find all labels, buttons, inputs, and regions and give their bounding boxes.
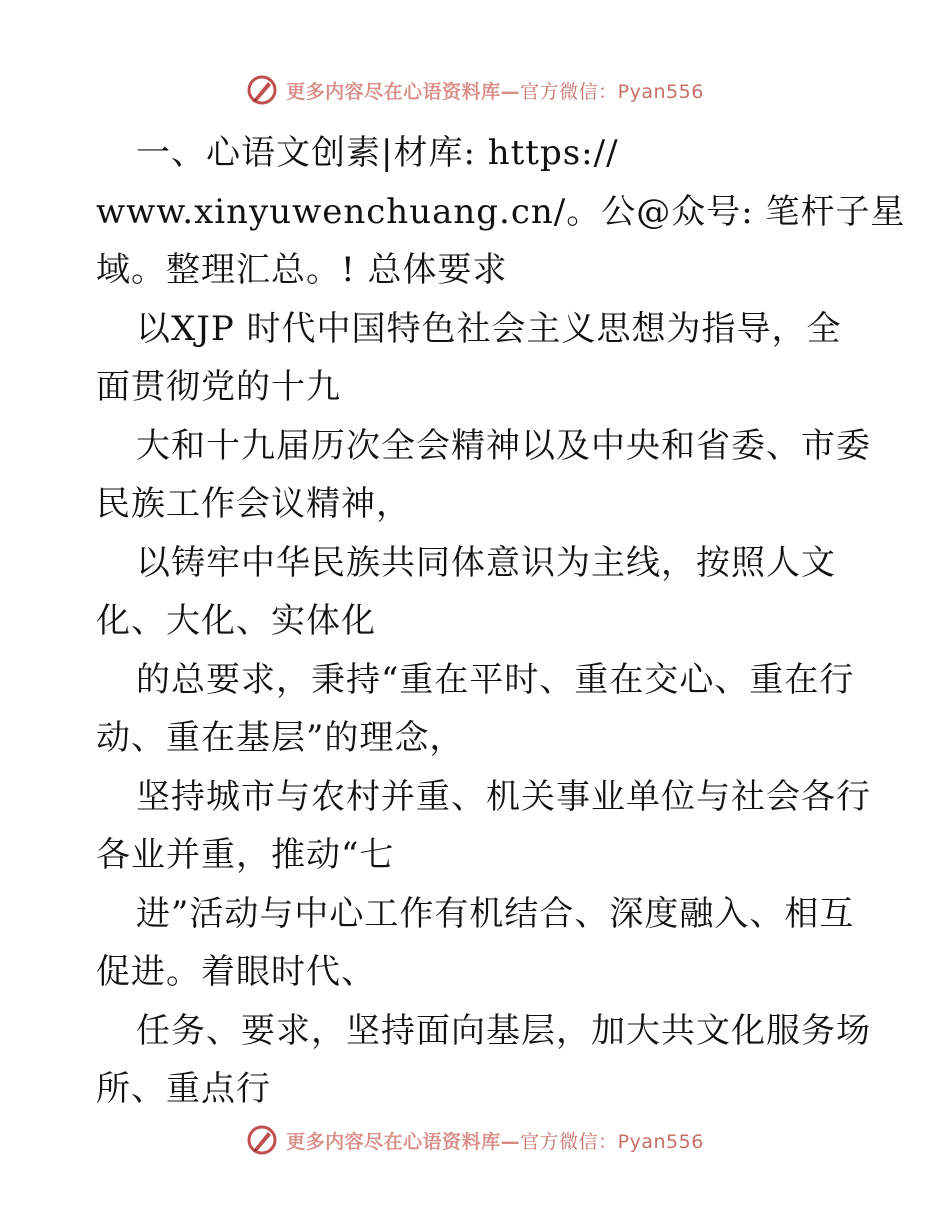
quill-pen-logo-icon <box>246 74 278 106</box>
text-line: www.xinyuwenchuang.cn/。公@众号: 笔杆子星 <box>96 191 906 232</box>
quill-pen-logo-icon <box>246 1124 278 1156</box>
document-body <box>96 124 906 1119</box>
text-line: 动、重在基层”的理念， <box>96 718 465 758</box>
text-line: 一、心语文创素|材库: https:// <box>136 133 619 173</box>
text-line: 大和十九届历次全会精神以及中央和省委、市委 <box>136 425 871 466</box>
text-line: 任务、要求，坚持面向基层，加大共文化服务场 <box>136 1010 871 1051</box>
text-line: 面贯彻党的十九 <box>96 367 341 407</box>
footer-watermark-banner <box>0 1120 950 1160</box>
text-line: 域。整理汇总。! 总体要求 <box>96 250 508 290</box>
watermark-text: 更多内容尽在心语资料库—官方微信：Pyan556 <box>286 80 704 103</box>
header-watermark-banner <box>0 70 950 110</box>
text-line: 各业并重，推动“七 <box>96 835 395 875</box>
text-line: 民族工作会议精神， <box>96 484 411 524</box>
watermark-text: 更多内容尽在心语资料库—官方微信：Pyan556 <box>286 1130 704 1153</box>
text-line: 化、大化、实体化 <box>96 601 376 641</box>
text-line: 促进。着眼时代、 <box>96 952 376 992</box>
text-line: 的总要求，秉持“重在平时、重在交心、重在行 <box>136 659 855 700</box>
text-line: 进”活动与中心工作有机结合、深度融入、相互 <box>136 893 855 934</box>
text-line: 以铸牢中华民族共同体意识为主线，按照人文 <box>136 542 836 583</box>
text-line: 以XJP 时代中国特色社会主义思想为指导，全 <box>136 308 842 349</box>
text-line: 坚持城市与农村并重、机关事业单位与社会各行 <box>136 776 871 817</box>
text-line: 所、重点行 <box>96 1069 271 1109</box>
